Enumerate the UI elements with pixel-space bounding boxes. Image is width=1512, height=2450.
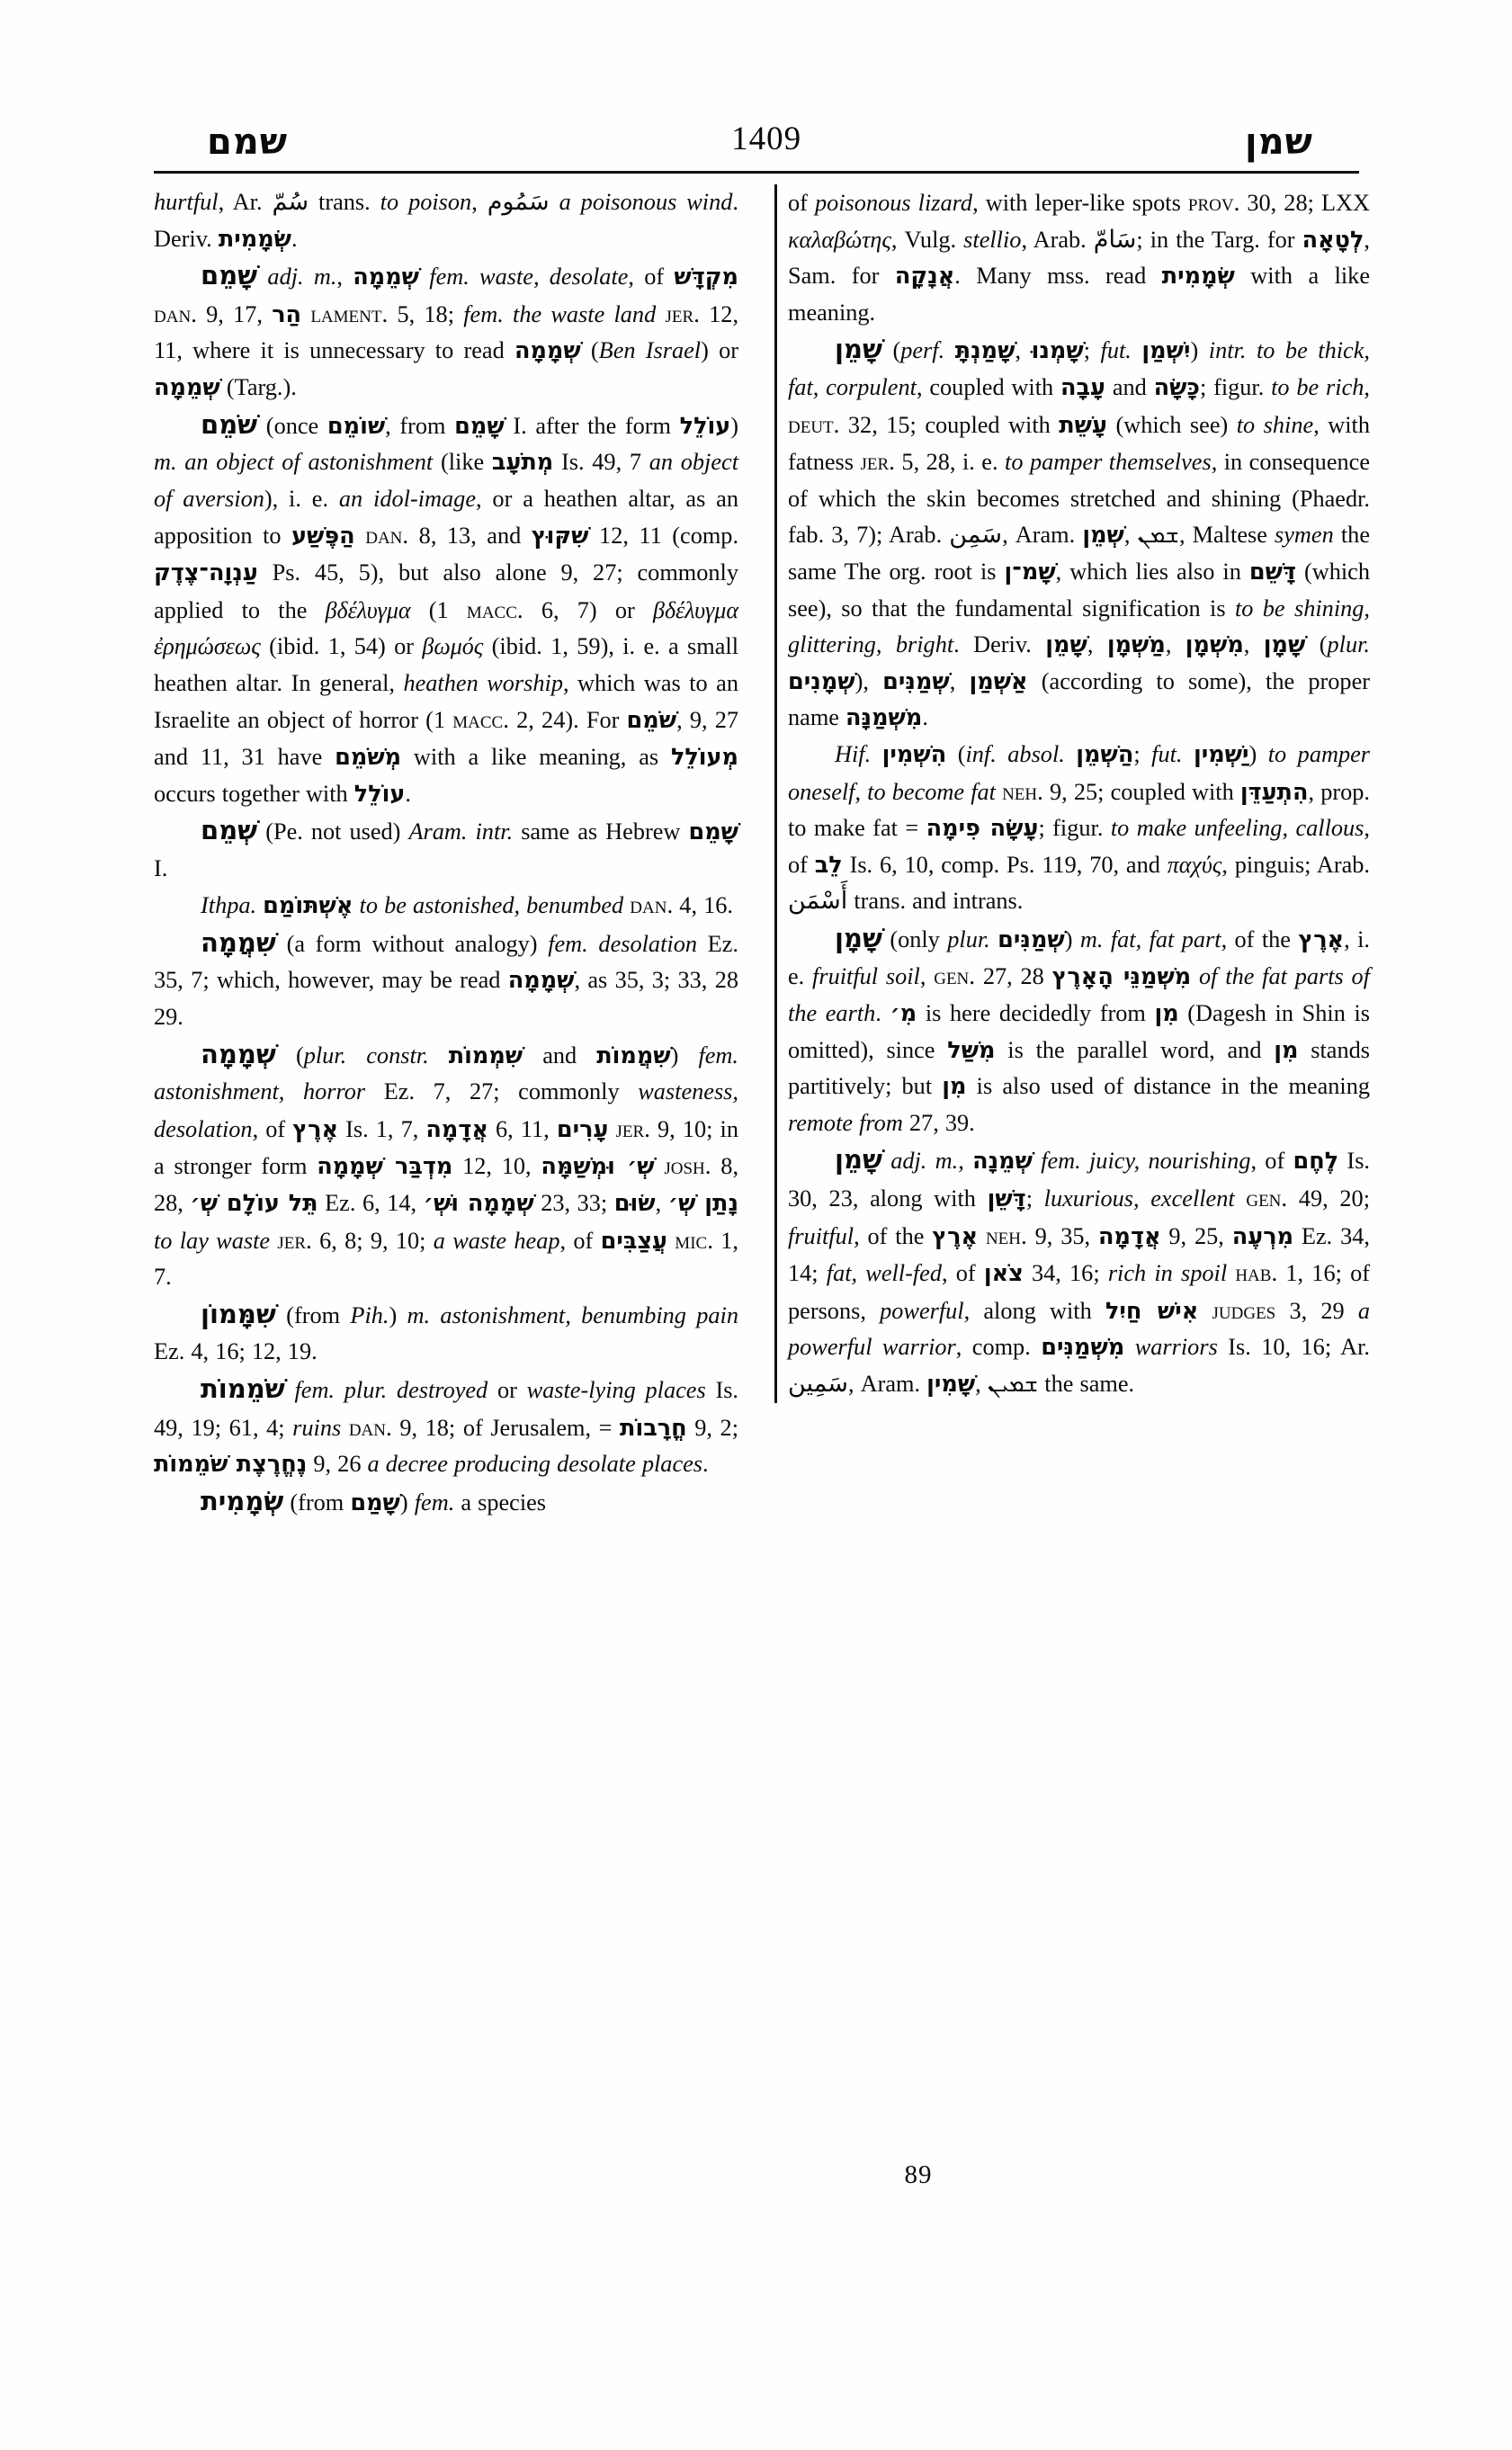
entry-shamen-verb: שָׁמֵן (perf. שָׁמַנְתָּ, שָׁמְנוּ; fut. יִשְׁמַן) intr. to be thick, fat, corpulent, coupled with עָבָה and כָּשָׂה; figur. to be rich, deut. 32, 15; coupled with עָשֵׁת (which see) to shine, with fatness jer. 5, 28, i. e. to pamper themselves, in consequence of which the skin becomes stretched and shining (Phaedr. fab. 3, 7); Arab. سَمِن, Aram. שְׁמֵן, ܫܡܢ, Maltese symen the same The org. root is שָׁמ־ן, which lies also in דָּשֵׁם (which see), so that the fundamental signification is to be shining, glittering, bright. Deriv. שָׁמֵן, מַשְׁמָן, מִשְׁמָן, שָׁמָן (plur. שְׁמָנִים), שְׁמַנִּים, אַשְׁמַן (according to some), the proper name מִשְׁמַנָּה. (788, 334, 1371, 732)
entry-shimmamon: שִׁמָּמוֹן (from Pih.) m. astonishment, benumbing pain Ez. 4, 16; 12, 19. (154, 1298, 739, 1365)
entry-shamem-adj: שָׁמֵם adj. m., שְׁמֵמָה fem. waste, desolate, of מִקְדָּשׁ dan. 9, 17, הַר lament. 5, 18; fem. the waste land jer. 12, 11, where it is unnecessary to read שְׁמָמָה (Ben Israel) or שְׁמֵמָה (Targ.). (154, 260, 739, 401)
entry-shemamith-continuation: hurtful, Ar. سُمّ trans. to poison, سَمُوم a poisonous wind. Deriv. שְׂמָמִית. (154, 188, 738, 253)
column-left (154, 184, 738, 1521)
signature-mark: 89 (904, 2160, 933, 2189)
entry-shemamot: שֹׁמֵמוֹת fem. plur. destroyed or waste-lying places Is. 49, 19; 61, 4; ruins dan. 9, 18; of Jerusalem, = חֳרָבוֹת 9, 2; נֶחֱרֶצֶת שֹׁמֵמוֹת 9, 26 a decree producing desolate places. (154, 1373, 739, 1479)
page-number: 1409 (731, 121, 802, 157)
entry-shikkum: שֹׁמֵם (once שׁוֹמֵם, from שָׁמֵם I. after the form עוֹלֵל) m. an object of astonishment (like מְתֹעָב Is. 49, 7 an object of aversion), i. e. an idol-image, or a heathen altar, as an apposition to הַפֶּשַׁע dan. 8, 13, and שִׁקּוּץ 12, 11 (comp. עַנְוָה־צֶדֶק Ps. 45, 5), but also alone 9, 27; commonly applied to the βδέλυγμα (1 macc. 6, 7) or βδέλυγμα ἐρημώσεως (ibid. 1, 54) or βωμός (ibid. 1, 59), i. e. a small heathen altar. In general, heathen worship, which was to an Israelite an object of horror (1 macc. 2, 24). For שֹׁמֵם, 9, 27 and 11, 31 have מְשֹׁמֵם with a like meaning, as מְעוֹלֵל occurs together with עוֹלֵל. (154, 408, 739, 808)
entry-shemamah: שְׁמָמָה (plur. constr. שִׁמְמוֹת and שִׁמֲמוֹת) fem. astonishment, horror Ez. 7, 27; commonly wasteness, desolation, of אֶרֶץ Is. 1, 7, אֲדָמָה 6, 11, עָרִים jer. 9, 10; in a stronger form מִדְבַּר שְׁמָמָה 12, 10, שְׁ׳ וּמְשַׁמָּה josh. 8, 28, תֵּל עוֹלָם שְׁ׳ Ez. 6, 14, שְׁמָמָה וּשְׁ׳ 23, 33; שׂוּם, נָתַן שְׁ׳ to lay waste jer. 6, 8; 9, 10; a waste heap, of עֲצַבִּים mic. 1, 7. (154, 1038, 739, 1291)
running-head-left-headword: שמם (207, 121, 289, 163)
running-head-right-headword: שמן (1244, 121, 1313, 163)
header-rule (154, 171, 1359, 174)
entry-shamen-adj: שָׁמֵן adj. m., שְׁמֵנָה fem. juicy, nourishing, of לֶחֶם Is. 30, 23, along with דָּשֵׁן; luxurious, excellent gen. 49, 20; fruitful, of the אֶרֶץ neh. 9, 35, אֲדָמָה 9, 25, מִרְעֶה Ez. 34, 14; fat, well-fed, of צֹאן 34, 16; rich in spoil hab. 1, 16; of persons, powerful, along with אִישׁ חַיִל judges 3, 29 a powerful warrior, comp. מִשְׁמַנִּים warriors Is. 10, 16; Ar. سَمِين, Aram. שָׁמִין, ܫܡܝܢ the same. (788, 1144, 1370, 1398)
entry-hifil: Hif. הִשְׁמִין (inf. absol. הַשְׁמֵן; fut. יַשְׁמִין) to pamper oneself, to become fat neh. 9, 25; coupled with הִתְעַדֵּן, prop. to make fat = עָשָׂה פִימָה; figur. to make unfeeling, callous, of לֵב Is. 6, 10, comp. Ps. 119, 70, and παχύς, pinguis; Arab. أَسْمَن trans. and intrans. (788, 740, 1371, 916)
column-right (774, 184, 1370, 1403)
entry-shemen-noun: שָׁמָן (only plur. שְׁמַנִּים) m. fat, fat part, of the אֶרֶץ, i. e. fruitful soil, gen. 27, 28 מִשְׁמַנֵּי הָאָרֶץ of the fat parts of the earth. מִ׳ is here decidedly from מִן (Dagesh in Shin is omitted), since מִשַּׁל is the parallel word, and מִן stands partitively; but מִן is also used of distance in the meaning remote from 27, 39. (788, 922, 1371, 1136)
entry-shemamith-continued: of poisonous lizard, with leper-like spots prov. 30, 28; LXX καλαβώτης, Vulg. stellio, Arab. سَامّ; in the Targ. for לְטָאָה, Sam. for אֲנָקָה. Many mss. read שְׂמָמִית with a like meaning. (788, 189, 1371, 326)
entry-ithpa: Ithpa. אֶשְׁתּוֹמַם to be astonished, benumbed dan. 4, 16. (201, 891, 733, 920)
entry-shimamah: שִׁמֲמָה (a form without analogy) fem. desolation Ez. 35, 7; which, however, may be read שְׁמָמָה, as 35, 3; 33, 28 29. (154, 926, 738, 1031)
entry-shemem-aram: שְׁמֵם (Pe. not used) Aram. intr. same as Hebrew שָׁמֵם I. (154, 815, 738, 881)
running-head (207, 97, 1313, 163)
entry-shemamith: שְׂמָמִית (from שָׁמַם) fem. a species (201, 1485, 547, 1516)
